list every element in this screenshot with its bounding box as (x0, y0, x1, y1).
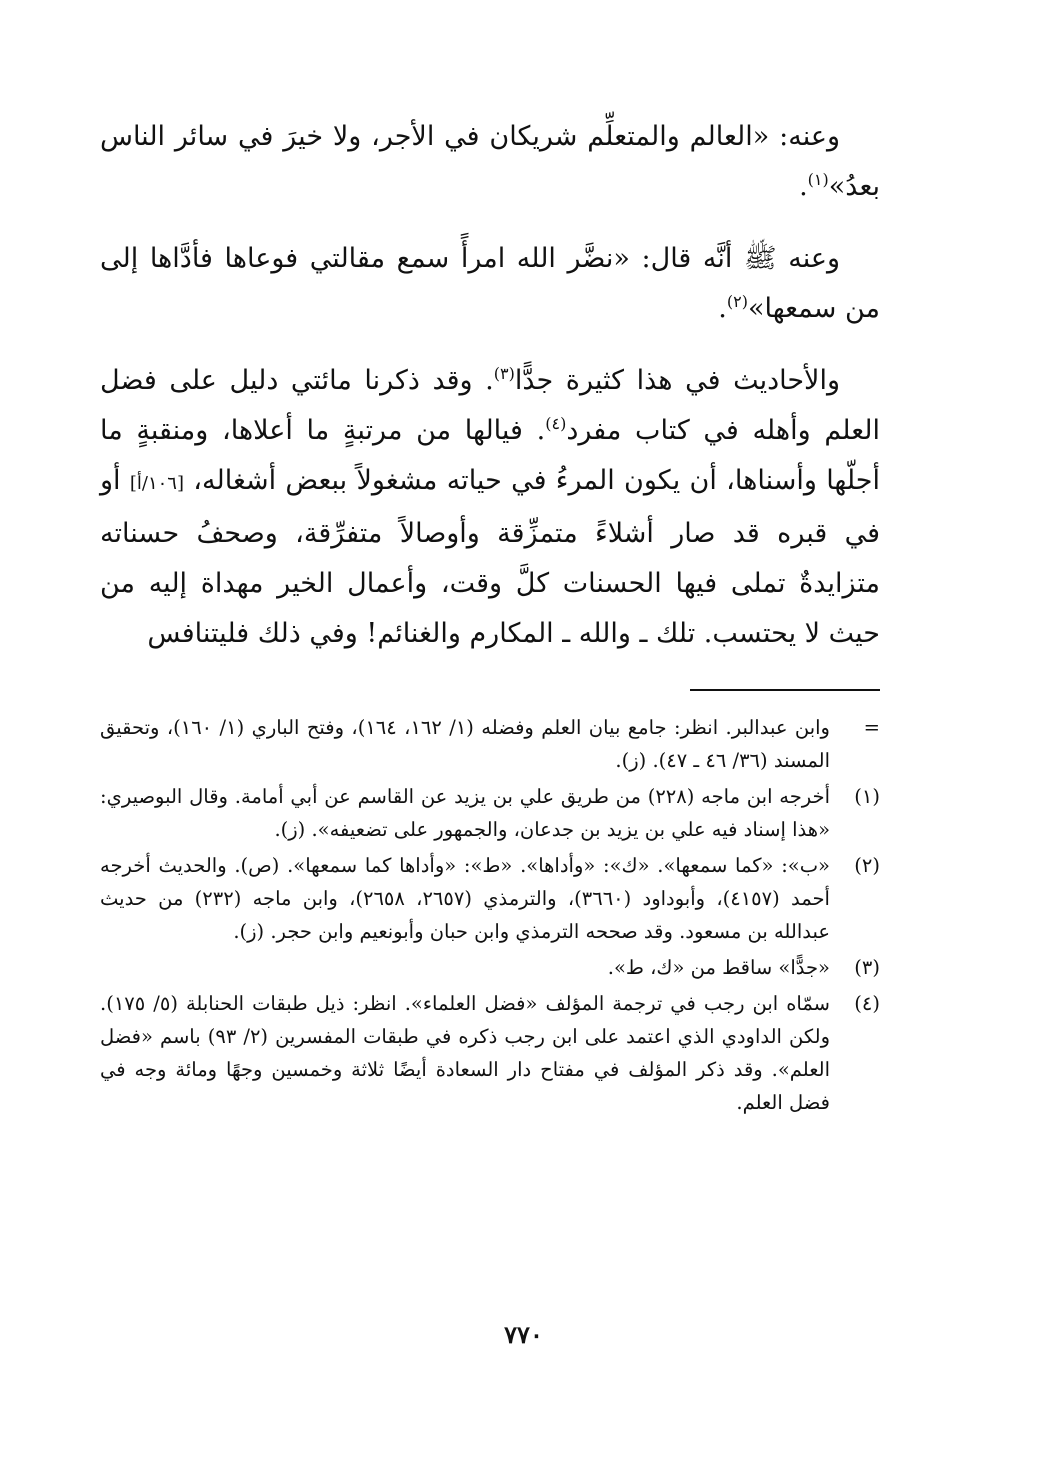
paragraph-3 (100, 356, 880, 659)
paragraph-text: أو في قبره قد صار أشلاءً متمزِّقة وأوصالاً متفرِّقة، وصحفُ حسناته متزايدةٌ تملى فيها الحسنات كلَّ وقت، وأعمال الخير مهداة إليه من حيث لا يحتسب. تلك ـ والله ـ المكارم والغنائم! وفي ذلك فليتنافس (100, 465, 880, 649)
footnote-number: (١) (854, 785, 880, 808)
footnote-reference: (٣) (493, 364, 515, 383)
footnote-continuation (100, 711, 880, 777)
footnote-text: سمّاه ابن رجب في ترجمة المؤلف «فضل العلماء». انظر: ذيل طبقات الحنابلة (٥/ ١٧٥). ولكن الداودي الذي اعتمد على ابن رجب ذكره في طبقات المفسرين (٢/ ٩٣) باسم «فضل العلم». وقد ذكر المؤلف في مفتاح دار السعادة أيضًا ثلاثة وخمسين وجهًا ومائة وجه في فضل العلم. (100, 992, 830, 1114)
footnote-number: (٤) (854, 992, 880, 1015)
paragraph-text: . (799, 171, 808, 202)
paragraph-text: وعنه ﷺ أنَّه قال: «نضَّر الله امرأً سمع مقالتي فوعاها فأدَّاها إلى من سمعها» (100, 243, 880, 324)
footnote-number: (٢) (854, 854, 880, 877)
paragraph-text: . (718, 293, 727, 324)
footnote-1 (100, 780, 880, 846)
paragraph-text: . فيالها من مرتبةٍ ما أعلاها، ومنقبةٍ ما أجلّها وأسناها، أن يكون المرءُ في حياته مشغولاً ببعض أشغاله، (100, 415, 880, 496)
footnote-2 (100, 849, 880, 948)
footnote-text: وابن عبدالبر. انظر: جامع بيان العلم وفضله (١/ ١٦٢، ١٦٤)، وفتح الباري (١/ ١٦٠)، وتحقيق المسند (٣٦/ ٤٦ ـ ٤٧). (ز). (100, 716, 830, 772)
footnote-reference: (١) (807, 170, 829, 189)
page-body (100, 112, 880, 1122)
footnote-text: «جدًّا» ساقط من «ك، ط». (607, 956, 830, 979)
footnote-3 (100, 951, 880, 984)
paragraph-text: وعنه: «العالم والمتعلِّم شريكان في الأجر، ولا خيرَ في سائر الناس بعدُ» (100, 121, 880, 202)
footnote-4 (100, 987, 880, 1119)
paragraph-text: . وقد ذكرنا مائتي دليل على فضل العلم وأهله في كتاب مفرد (100, 365, 880, 446)
main-text (100, 112, 880, 659)
footnotes (100, 711, 880, 1119)
footnote-number: = (863, 716, 880, 739)
footnote-reference: (٢) (726, 292, 748, 311)
footnote-text: «ب»: «كما سمعها». «ك»: «وأداها». «ط»: «وأداها كما سمعها». (ص). والحديث أخرجه أحمد (٤١٥٧)، وأبوداود (٣٦٦٠)، والترمذي (٢٦٥٧، ٢٦٥٨)، وابن ماجه (٢٣٢) من حديث عبدالله بن مسعود. وقد صححه الترمذي وابن حبان وأبونعيم وابن حجر. (ز). (100, 854, 830, 943)
paragraph-2 (100, 234, 880, 334)
paragraph-1 (100, 112, 880, 212)
manuscript-folio-marker: [١٠٦/أ] (129, 473, 184, 494)
footnote-text: أخرجه ابن ماجه (٢٢٨) من طريق علي بن يزيد عن القاسم عن أبي أمامة. وقال البوصيري: «هذا إسناد فيه علي بن يزيد بن جدعان، والجمهور على تضعيفه». (ز). (100, 785, 830, 841)
footnote-separator (690, 689, 880, 691)
page-number: ٧٧٠ (504, 1320, 543, 1349)
paragraph-text: والأحاديث في هذا كثيرة جدًّا (514, 365, 840, 396)
footnote-reference: (٤) (545, 414, 567, 433)
footnote-number: (٣) (854, 956, 880, 979)
